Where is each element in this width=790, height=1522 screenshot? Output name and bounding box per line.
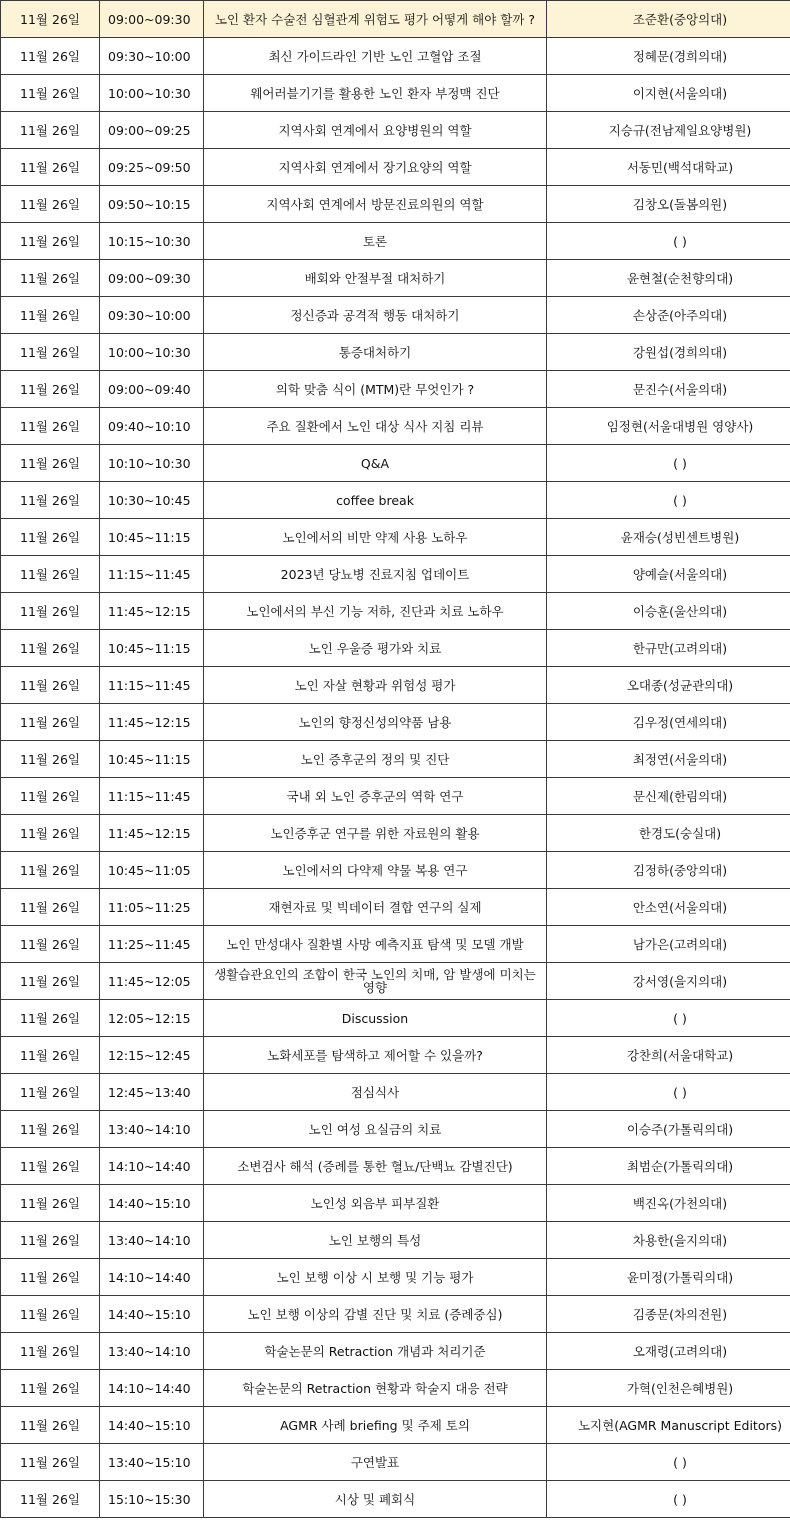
speaker-cell: 양예슬(서울의대): [547, 556, 790, 593]
time-cell: 15:10~15:30: [100, 1481, 204, 1518]
speaker-cell: 최범순(가톨릭의대): [547, 1148, 790, 1185]
speaker-cell: 강원섭(경희의대): [547, 334, 790, 371]
table-row: [1, 593, 790, 630]
table-row: [1, 445, 790, 482]
date-cell: 11월 26일: [1, 1407, 100, 1444]
date-cell: 11월 26일: [1, 778, 100, 815]
time-cell: 13:40~14:10: [100, 1333, 204, 1370]
speaker-cell: 김창오(돌봄의원): [547, 186, 790, 223]
date-cell: 11월 26일: [1, 1222, 100, 1259]
table-row: [1, 667, 790, 704]
topic-cell: 국내 외 노인 증후군의 역학 연구: [204, 778, 547, 815]
time-cell: 11:15~11:45: [100, 778, 204, 815]
speaker-cell: 오대종(성균관의대): [547, 667, 790, 704]
date-cell: 11월 26일: [1, 1000, 100, 1037]
date-cell: 11월 26일: [1, 112, 100, 149]
topic-cell: 의학 맞춤 식이 (MTM)란 무엇인가 ?: [204, 371, 547, 408]
topic-cell: 노인 보행 이상 시 보행 및 기능 평가: [204, 1259, 547, 1296]
date-cell: 11월 26일: [1, 297, 100, 334]
topic-cell: 노인에서의 비만 약제 사용 노하우: [204, 519, 547, 556]
date-cell: 11월 26일: [1, 1037, 100, 1074]
table-row: [1, 1444, 790, 1481]
table-row: [1, 223, 790, 260]
speaker-cell: 남가은(고려의대): [547, 926, 790, 963]
table-row: [1, 149, 790, 186]
table-row: [1, 334, 790, 371]
table-row: [1, 1000, 790, 1037]
topic-cell: 최신 가이드라인 기반 노인 고혈압 조절: [204, 38, 547, 75]
topic-cell: coffee break: [204, 482, 547, 519]
table-row: [1, 852, 790, 889]
date-cell: 11월 26일: [1, 519, 100, 556]
topic-cell: 노인에서의 다약제 약물 복용 연구: [204, 852, 547, 889]
speaker-cell: 안소연(서울의대): [547, 889, 790, 926]
date-cell: 11월 26일: [1, 593, 100, 630]
speaker-cell: 노지현(AGMR Manuscript Editors): [547, 1407, 790, 1444]
date-cell: 11월 26일: [1, 1481, 100, 1518]
time-cell: 09:30~10:00: [100, 297, 204, 334]
schedule-body: [1, 1, 790, 1518]
time-cell: 14:40~15:10: [100, 1407, 204, 1444]
table-row: [1, 926, 790, 963]
time-cell: 09:00~09:25: [100, 112, 204, 149]
table-row: [1, 519, 790, 556]
topic-cell: 노인 여성 요실금의 치료: [204, 1111, 547, 1148]
topic-cell: 토론: [204, 223, 547, 260]
topic-cell: 시상 및 폐회식: [204, 1481, 547, 1518]
date-cell: 11월 26일: [1, 704, 100, 741]
date-cell: 11월 26일: [1, 1370, 100, 1407]
table-row: [1, 1333, 790, 1370]
speaker-cell: 문신제(한림의대): [547, 778, 790, 815]
speaker-cell: 오재령(고려의대): [547, 1333, 790, 1370]
time-cell: 09:30~10:00: [100, 38, 204, 75]
time-cell: 10:00~10:30: [100, 334, 204, 371]
table-row: [1, 371, 790, 408]
time-cell: 09:50~10:15: [100, 186, 204, 223]
speaker-cell: ( ): [547, 445, 790, 482]
time-cell: 13:40~14:10: [100, 1222, 204, 1259]
topic-cell: 노인 우울증 평가와 치료: [204, 630, 547, 667]
time-cell: 13:40~14:10: [100, 1111, 204, 1148]
speaker-cell: 백진옥(가천의대): [547, 1185, 790, 1222]
speaker-cell: 윤재승(성빈센트병원): [547, 519, 790, 556]
speaker-cell: 조준환(중앙의대): [547, 1, 790, 38]
speaker-cell: 윤현철(순천향의대): [547, 260, 790, 297]
table-row: [1, 297, 790, 334]
speaker-cell: ( ): [547, 482, 790, 519]
topic-cell: 지역사회 연계에서 장기요양의 역할: [204, 149, 547, 186]
time-cell: 09:00~09:30: [100, 260, 204, 297]
date-cell: 11월 26일: [1, 556, 100, 593]
table-row: [1, 1481, 790, 1518]
time-cell: 10:00~10:30: [100, 75, 204, 112]
speaker-cell: ( ): [547, 1074, 790, 1111]
speaker-cell: 김종문(차의전원): [547, 1296, 790, 1333]
speaker-cell: ( ): [547, 1481, 790, 1518]
table-row: [1, 1185, 790, 1222]
time-cell: 09:25~09:50: [100, 149, 204, 186]
date-cell: 11월 26일: [1, 260, 100, 297]
topic-cell: 구연발표: [204, 1444, 547, 1481]
table-row: [1, 75, 790, 112]
date-cell: 11월 26일: [1, 1074, 100, 1111]
topic-cell: 생활습관요인의 조합이 한국 노인의 치매, 암 발생에 미치는 영향: [204, 963, 547, 1000]
topic-cell: 노인 증후군의 정의 및 진단: [204, 741, 547, 778]
date-cell: 11월 26일: [1, 1333, 100, 1370]
speaker-cell: 최정연(서울의대): [547, 741, 790, 778]
date-cell: 11월 26일: [1, 741, 100, 778]
time-cell: 13:40~15:10: [100, 1444, 204, 1481]
topic-cell: 노화세포를 탐색하고 제어할 수 있을까?: [204, 1037, 547, 1074]
speaker-cell: 한규만(고려의대): [547, 630, 790, 667]
topic-cell: 학술논문의 Retraction 현황과 학술지 대응 전략: [204, 1370, 547, 1407]
table-row: [1, 1148, 790, 1185]
time-cell: 10:30~10:45: [100, 482, 204, 519]
speaker-cell: 강찬희(서울대학교): [547, 1037, 790, 1074]
topic-cell: 노인의 향정신성의약품 남용: [204, 704, 547, 741]
speaker-cell: 김우정(연세의대): [547, 704, 790, 741]
topic-cell: Q&A: [204, 445, 547, 482]
time-cell: 09:00~09:40: [100, 371, 204, 408]
table-row: [1, 1259, 790, 1296]
date-cell: 11월 26일: [1, 815, 100, 852]
speaker-cell: 이지현(서울의대): [547, 75, 790, 112]
date-cell: 11월 26일: [1, 1148, 100, 1185]
time-cell: 12:05~12:15: [100, 1000, 204, 1037]
date-cell: 11월 26일: [1, 1259, 100, 1296]
date-cell: 11월 26일: [1, 1296, 100, 1333]
time-cell: 14:10~14:40: [100, 1370, 204, 1407]
table-row: [1, 1, 790, 38]
date-cell: 11월 26일: [1, 1, 100, 38]
topic-cell: 배회와 안절부절 대처하기: [204, 260, 547, 297]
topic-cell: 2023년 당뇨병 진료지침 업데이트: [204, 556, 547, 593]
topic-cell: 지역사회 연계에서 요양병원의 역할: [204, 112, 547, 149]
speaker-cell: ( ): [547, 1444, 790, 1481]
table-row: [1, 889, 790, 926]
table-row: [1, 260, 790, 297]
topic-cell: 점심식사: [204, 1074, 547, 1111]
time-cell: 11:45~12:15: [100, 593, 204, 630]
time-cell: 09:40~10:10: [100, 408, 204, 445]
date-cell: 11월 26일: [1, 149, 100, 186]
time-cell: 12:15~12:45: [100, 1037, 204, 1074]
date-cell: 11월 26일: [1, 408, 100, 445]
date-cell: 11월 26일: [1, 223, 100, 260]
time-cell: 14:40~15:10: [100, 1185, 204, 1222]
table-row: [1, 704, 790, 741]
topic-cell: 학술논문의 Retraction 개념과 처리기준: [204, 1333, 547, 1370]
speaker-cell: 정혜문(경희의대): [547, 38, 790, 75]
table-row: [1, 815, 790, 852]
time-cell: 14:10~14:40: [100, 1259, 204, 1296]
date-cell: 11월 26일: [1, 1444, 100, 1481]
date-cell: 11월 26일: [1, 889, 100, 926]
topic-cell: 웨어러블기기를 활용한 노인 환자 부정맥 진단: [204, 75, 547, 112]
time-cell: 11:15~11:45: [100, 556, 204, 593]
speaker-cell: 가혁(인천은혜병원): [547, 1370, 790, 1407]
date-cell: 11월 26일: [1, 630, 100, 667]
speaker-cell: 지승규(전남제일요양병원): [547, 112, 790, 149]
table-row: [1, 1074, 790, 1111]
table-row: [1, 1407, 790, 1444]
speaker-cell: 문진수(서울의대): [547, 371, 790, 408]
topic-cell: 재현자료 및 빅데이터 결합 연구의 실제: [204, 889, 547, 926]
table-row: [1, 630, 790, 667]
speaker-cell: ( ): [547, 223, 790, 260]
time-cell: 10:15~10:30: [100, 223, 204, 260]
topic-cell: 노인 환자 수술전 심혈관계 위험도 평가 어떻게 해야 할까 ?: [204, 1, 547, 38]
topic-cell: Discussion: [204, 1000, 547, 1037]
table-row: [1, 38, 790, 75]
table-row: [1, 482, 790, 519]
time-cell: 10:45~11:15: [100, 519, 204, 556]
table-row: [1, 1296, 790, 1333]
time-cell: 09:00~09:30: [100, 1, 204, 38]
time-cell: 12:45~13:40: [100, 1074, 204, 1111]
topic-cell: 지역사회 연계에서 방문진료의원의 역할: [204, 186, 547, 223]
time-cell: 11:45~12:05: [100, 963, 204, 1000]
speaker-cell: 한경도(숭실대): [547, 815, 790, 852]
topic-cell: 정신증과 공격적 행동 대처하기: [204, 297, 547, 334]
date-cell: 11월 26일: [1, 667, 100, 704]
date-cell: 11월 26일: [1, 852, 100, 889]
topic-cell: 노인에서의 부신 기능 저하, 진단과 치료 노하우: [204, 593, 547, 630]
speaker-cell: 윤미정(가톨릭의대): [547, 1259, 790, 1296]
time-cell: 10:10~10:30: [100, 445, 204, 482]
speaker-cell: 강서영(을지의대): [547, 963, 790, 1000]
table-row: [1, 1037, 790, 1074]
speaker-cell: 서동민(백석대학교): [547, 149, 790, 186]
speaker-cell: 손상준(아주의대): [547, 297, 790, 334]
time-cell: 11:25~11:45: [100, 926, 204, 963]
table-row: [1, 778, 790, 815]
topic-cell: 통증대처하기: [204, 334, 547, 371]
speaker-cell: 이승주(가톨릭의대): [547, 1111, 790, 1148]
topic-cell: 소변검사 해석 (증례를 통한 혈뇨/단백뇨 감별진단): [204, 1148, 547, 1185]
time-cell: 10:45~11:15: [100, 741, 204, 778]
topic-cell: 노인 보행 이상의 감별 진단 및 치료 (증례중심): [204, 1296, 547, 1333]
table-row: [1, 186, 790, 223]
topic-cell: 노인 자살 현황과 위험성 평가: [204, 667, 547, 704]
date-cell: 11월 26일: [1, 926, 100, 963]
table-row: [1, 112, 790, 149]
time-cell: 14:10~14:40: [100, 1148, 204, 1185]
date-cell: 11월 26일: [1, 1111, 100, 1148]
speaker-cell: ( ): [547, 1000, 790, 1037]
date-cell: 11월 26일: [1, 371, 100, 408]
time-cell: 11:15~11:45: [100, 667, 204, 704]
topic-cell: 노인성 외음부 피부질환: [204, 1185, 547, 1222]
time-cell: 10:45~11:15: [100, 630, 204, 667]
date-cell: 11월 26일: [1, 963, 100, 1000]
date-cell: 11월 26일: [1, 334, 100, 371]
time-cell: 10:45~11:05: [100, 852, 204, 889]
date-cell: 11월 26일: [1, 186, 100, 223]
topic-cell: 주요 질환에서 노인 대상 식사 지침 리뷰: [204, 408, 547, 445]
table-row: [1, 1370, 790, 1407]
date-cell: 11월 26일: [1, 75, 100, 112]
topic-cell: 노인증후군 연구를 위한 자료원의 활용: [204, 815, 547, 852]
date-cell: 11월 26일: [1, 482, 100, 519]
topic-cell: 노인 만성대사 질환별 사망 예측지표 탐색 및 모델 개발: [204, 926, 547, 963]
date-cell: 11월 26일: [1, 38, 100, 75]
date-cell: 11월 26일: [1, 445, 100, 482]
table-row: [1, 963, 790, 1000]
date-cell: 11월 26일: [1, 1185, 100, 1222]
table-row: [1, 1222, 790, 1259]
table-row: [1, 408, 790, 445]
time-cell: 11:45~12:15: [100, 815, 204, 852]
topic-cell: AGMR 사례 briefing 및 주제 토의: [204, 1407, 547, 1444]
speaker-cell: 차용한(을지의대): [547, 1222, 790, 1259]
table-row: [1, 741, 790, 778]
speaker-cell: 이승훈(울산의대): [547, 593, 790, 630]
time-cell: 14:40~15:10: [100, 1296, 204, 1333]
table-row: [1, 556, 790, 593]
topic-cell: 노인 보행의 특성: [204, 1222, 547, 1259]
speaker-cell: 임정현(서울대병원 영양사): [547, 408, 790, 445]
time-cell: 11:05~11:25: [100, 889, 204, 926]
speaker-cell: 김정하(중앙의대): [547, 852, 790, 889]
table-row: [1, 1111, 790, 1148]
time-cell: 11:45~12:15: [100, 704, 204, 741]
